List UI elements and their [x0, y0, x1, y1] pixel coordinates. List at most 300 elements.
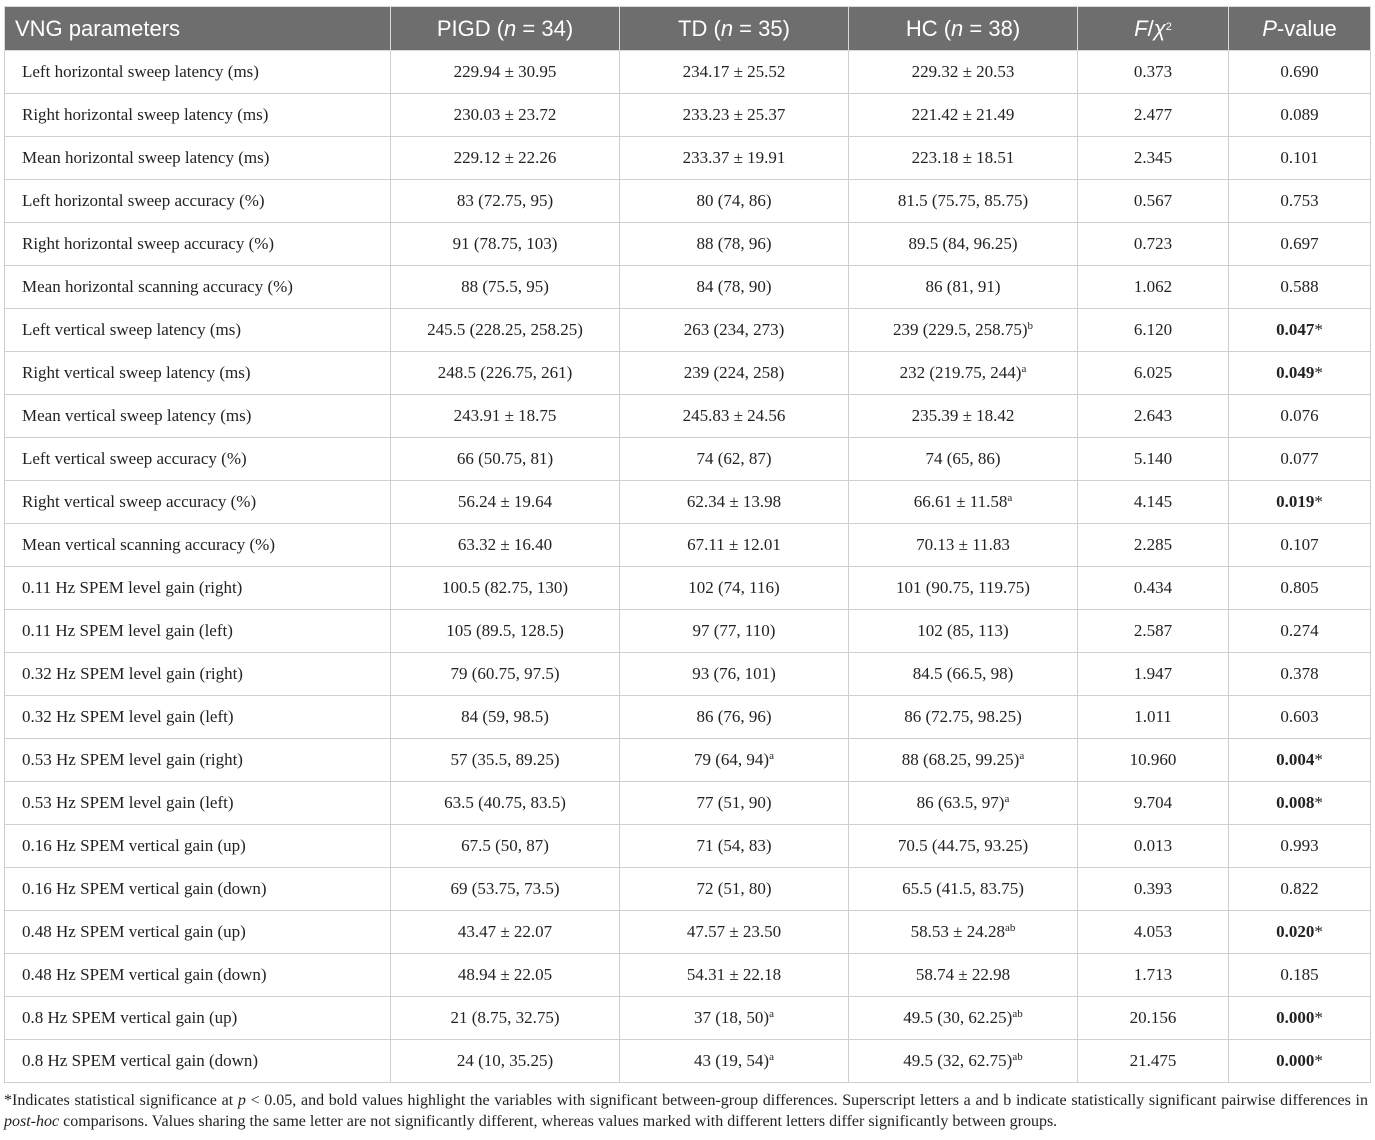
cell-p-value — [1229, 94, 1371, 137]
cell-hc-value: 70.5 (44.75, 93.25) — [897, 836, 1029, 855]
cell-td — [620, 524, 849, 567]
cell-p-value — [1229, 395, 1371, 438]
cell-p-value-value: 0.004 — [1276, 750, 1315, 769]
cell-hc-value: 65.5 (41.5, 83.75) — [902, 879, 1024, 898]
cell-f — [1078, 352, 1229, 395]
cell-p-value — [1229, 438, 1371, 481]
cell-td — [620, 868, 849, 911]
cell-f — [1078, 94, 1229, 137]
cell-f — [1078, 610, 1229, 653]
cell-p-value — [1229, 696, 1371, 739]
cell-hc-value: 49.5 (32, 62.75) — [903, 1051, 1013, 1070]
cell-pigd — [391, 51, 620, 94]
cell-f — [1078, 911, 1229, 954]
cell-f-value: 1.947 — [1133, 664, 1173, 683]
cell-pigd — [391, 137, 620, 180]
table-container — [4, 6, 1370, 1083]
cell-parameter — [5, 825, 391, 868]
cell-td-value: 84 (78, 90) — [696, 277, 772, 296]
cell-pigd — [391, 1040, 620, 1083]
significance-marker: * — [1314, 1008, 1323, 1027]
cell-f-value: 0.434 — [1133, 578, 1173, 597]
cell-pigd — [391, 782, 620, 825]
cell-f-value: 1.011 — [1134, 707, 1172, 726]
cell-hc-value: 229.32 ± 20.53 — [911, 62, 1015, 81]
significance-marker: * — [1314, 1051, 1323, 1070]
cell-td — [620, 653, 849, 696]
cell-hc — [849, 137, 1078, 180]
cell-pigd — [391, 352, 620, 395]
cell-p-value — [1229, 309, 1371, 352]
cell-td-value: 54.31 ± 22.18 — [686, 965, 782, 984]
cell-p-value-value: 0.047 — [1276, 320, 1315, 339]
cell-hc-value: 102 (85, 113) — [917, 621, 1009, 640]
cell-pigd-value: 88 (75.5, 95) — [461, 277, 549, 296]
table-row — [5, 911, 1371, 954]
table-row — [5, 266, 1371, 309]
table-body — [5, 51, 1371, 1083]
cell-hc-value: 86 (81, 91) — [925, 277, 1001, 296]
cell-pigd-value: 229.94 ± 30.95 — [453, 62, 557, 81]
cell-hc-value: 235.39 ± 18.42 — [911, 406, 1015, 425]
superscript-letter: a — [769, 1008, 774, 1020]
cell-parameter-value: 0.16 Hz SPEM vertical gain (up) — [22, 836, 246, 855]
cell-p-value — [1229, 266, 1371, 309]
cell-pigd — [391, 567, 620, 610]
cell-f — [1078, 51, 1229, 94]
cell-parameter-value: Right horizontal sweep accuracy (%) — [22, 234, 275, 253]
superscript-letter: a — [769, 750, 774, 762]
cell-pigd — [391, 395, 620, 438]
cell-pigd-value: 79 (60.75, 97.5) — [450, 664, 560, 683]
cell-pigd — [391, 739, 620, 782]
cell-td — [620, 309, 849, 352]
cell-pigd — [391, 309, 620, 352]
cell-td — [620, 180, 849, 223]
header-f-chi2: $F/\chi^2$ — [1078, 7, 1229, 51]
table-row — [5, 997, 1371, 1040]
cell-f-value: 2.643 — [1133, 406, 1173, 425]
cell-td-value: 74 (62, 87) — [696, 449, 772, 468]
significance-marker: * — [1314, 922, 1323, 941]
cell-f — [1078, 782, 1229, 825]
cell-td-value: 67.11 ± 12.01 — [687, 535, 781, 554]
cell-parameter — [5, 266, 391, 309]
cell-f-value: 20.156 — [1129, 1008, 1177, 1027]
cell-hc — [849, 1040, 1078, 1083]
table-row — [5, 610, 1371, 653]
cell-pigd-value: 67.5 (50, 87) — [461, 836, 549, 855]
cell-hc — [849, 696, 1078, 739]
cell-parameter — [5, 739, 391, 782]
cell-td — [620, 954, 849, 997]
cell-p-value — [1229, 567, 1371, 610]
header-row — [5, 7, 1371, 51]
cell-parameter-value: Left vertical sweep latency (ms) — [22, 320, 242, 339]
cell-pigd — [391, 94, 620, 137]
cell-parameter — [5, 524, 391, 567]
cell-p-value-value: 0.690 — [1280, 62, 1319, 81]
cell-td-value: 93 (76, 101) — [692, 664, 776, 683]
cell-td — [620, 137, 849, 180]
cell-pigd-value: 83 (72.75, 95) — [456, 191, 554, 210]
table-row — [5, 825, 1371, 868]
superscript-letter: ab — [1012, 1051, 1023, 1063]
cell-p-value-value: 0.378 — [1280, 664, 1319, 683]
cell-hc — [849, 567, 1078, 610]
cell-td-value: 62.34 ± 13.98 — [686, 492, 782, 511]
cell-f — [1078, 825, 1229, 868]
table-row — [5, 180, 1371, 223]
cell-td — [620, 94, 849, 137]
cell-f-value: 6.025 — [1133, 363, 1173, 382]
cell-hc — [849, 997, 1078, 1040]
cell-td — [620, 395, 849, 438]
cell-parameter — [5, 954, 391, 997]
cell-parameter-value: 0.16 Hz SPEM vertical gain (down) — [22, 879, 267, 898]
cell-parameter-value: Right vertical sweep accuracy (%) — [22, 492, 257, 511]
cell-f-value: 2.345 — [1133, 148, 1173, 167]
cell-pigd — [391, 825, 620, 868]
cell-pigd-value: 69 (53.75, 73.5) — [450, 879, 560, 898]
cell-hc-value: 221.42 ± 21.49 — [911, 105, 1015, 124]
cell-f — [1078, 868, 1229, 911]
cell-parameter — [5, 1040, 391, 1083]
table-row — [5, 524, 1371, 567]
cell-p-value — [1229, 825, 1371, 868]
cell-pigd-value: 245.5 (228.25, 258.25) — [427, 320, 583, 339]
cell-p-value-value: 0.822 — [1280, 879, 1319, 898]
cell-f — [1078, 137, 1229, 180]
cell-p-value-value: 0.000 — [1276, 1051, 1315, 1070]
cell-pigd — [391, 481, 620, 524]
cell-td-value: 72 (51, 80) — [696, 879, 772, 898]
cell-parameter-value: Mean vertical scanning accuracy (%) — [22, 535, 275, 554]
cell-parameter-value: Left vertical sweep accuracy (%) — [22, 449, 247, 468]
cell-p-value — [1229, 997, 1371, 1040]
cell-hc-value: 58.53 ± 24.28 — [910, 922, 1005, 941]
cell-pigd-value: 43.47 ± 22.07 — [457, 922, 553, 941]
cell-parameter — [5, 223, 391, 266]
superscript-letter: a — [1019, 750, 1025, 762]
cell-td — [620, 223, 849, 266]
cell-f-value: 1.062 — [1133, 277, 1173, 296]
table-row — [5, 51, 1371, 94]
cell-f — [1078, 309, 1229, 352]
cell-f — [1078, 997, 1229, 1040]
cell-td-value: 234.17 ± 25.52 — [682, 62, 786, 81]
table-row — [5, 739, 1371, 782]
cell-hc — [849, 481, 1078, 524]
cell-p-value — [1229, 137, 1371, 180]
cell-f — [1078, 223, 1229, 266]
header-vng-parameters: VNG parameters — [5, 7, 391, 51]
cell-td-value: 37 (18, 50) — [694, 1008, 770, 1027]
cell-parameter-value: 0.53 Hz SPEM level gain (left) — [22, 793, 234, 812]
cell-pigd — [391, 223, 620, 266]
cell-td — [620, 825, 849, 868]
cell-hc — [849, 825, 1078, 868]
cell-pigd — [391, 180, 620, 223]
cell-parameter-value: 0.48 Hz SPEM vertical gain (up) — [22, 922, 246, 941]
cell-p-value — [1229, 782, 1371, 825]
cell-td — [620, 1040, 849, 1083]
cell-pigd-value: 243.91 ± 18.75 — [453, 406, 557, 425]
cell-f — [1078, 954, 1229, 997]
cell-pigd-value: 91 (78.75, 103) — [452, 234, 558, 253]
significance-marker: * — [1314, 793, 1323, 812]
cell-parameter — [5, 309, 391, 352]
cell-pigd — [391, 911, 620, 954]
cell-td — [620, 782, 849, 825]
cell-p-value — [1229, 653, 1371, 696]
cell-f-value: 2.477 — [1133, 105, 1173, 124]
cell-pigd-value: 230.03 ± 23.72 — [453, 105, 557, 124]
cell-parameter-value: 0.8 Hz SPEM vertical gain (up) — [22, 1008, 238, 1027]
cell-hc-value: 66.61 ± 11.58 — [913, 492, 1008, 511]
cell-p-value-value: 0.000 — [1276, 1008, 1315, 1027]
superscript-letter: a — [1007, 492, 1013, 504]
significance-marker: * — [1314, 750, 1323, 769]
table-row — [5, 1040, 1371, 1083]
cell-p-value-value: 0.753 — [1280, 191, 1319, 210]
cell-hc — [849, 911, 1078, 954]
superscript-letter: a — [1021, 363, 1027, 375]
cell-hc — [849, 954, 1078, 997]
cell-parameter — [5, 696, 391, 739]
cell-hc — [849, 782, 1078, 825]
cell-parameter — [5, 352, 391, 395]
cell-parameter-value: Mean horizontal scanning accuracy (%) — [22, 277, 293, 296]
cell-parameter — [5, 137, 391, 180]
cell-hc — [849, 51, 1078, 94]
cell-parameter-value: Right vertical sweep latency (ms) — [22, 363, 251, 382]
cell-pigd — [391, 653, 620, 696]
table-row — [5, 137, 1371, 180]
cell-p-value-value: 0.185 — [1280, 965, 1319, 984]
table-row — [5, 954, 1371, 997]
cell-hc-value: 101 (90.75, 119.75) — [896, 578, 1030, 597]
cell-p-value-value: 0.697 — [1280, 234, 1319, 253]
cell-td — [620, 352, 849, 395]
cell-hc-value: 81.5 (75.75, 85.75) — [897, 191, 1029, 210]
cell-hc-value: 86 (72.75, 98.25) — [904, 707, 1022, 726]
superscript-letter: a — [1004, 793, 1010, 805]
significance-marker: * — [1314, 320, 1323, 339]
table-footnote: *Indicates statistical significance at p < 0.05, and bold values highlight the variables with significant between-group differences. Superscript letters a and b indicate statistically significant pairwise differences in post-hoc comparisons. Values sharing the same letter are not significantly different, whereas values marked with different letters differ significantly between groups. — [4, 1092, 1369, 1130]
cell-hc — [849, 94, 1078, 137]
significance-marker: * — [1314, 492, 1323, 511]
cell-f-value: 9.704 — [1133, 793, 1173, 812]
cell-pigd — [391, 438, 620, 481]
cell-parameter-value: 0.32 Hz SPEM level gain (left) — [22, 707, 234, 726]
header-td: TD (n = 35) — [620, 7, 849, 51]
cell-parameter-value: Right horizontal sweep latency (ms) — [22, 105, 269, 124]
cell-td-value: 263 (234, 273) — [683, 320, 785, 339]
cell-pigd-value: 63.32 ± 16.40 — [457, 535, 553, 554]
cell-f — [1078, 653, 1229, 696]
cell-parameter — [5, 51, 391, 94]
cell-p-value — [1229, 1040, 1371, 1083]
cell-f — [1078, 524, 1229, 567]
cell-hc — [849, 309, 1078, 352]
cell-hc — [849, 438, 1078, 481]
cell-f-value: 4.145 — [1133, 492, 1173, 511]
significance-marker: * — [1314, 363, 1323, 382]
cell-pigd — [391, 610, 620, 653]
cell-pigd-value: 24 (10, 35.25) — [456, 1051, 554, 1070]
header-p-value: P-value — [1229, 7, 1371, 51]
cell-td-value: 97 (77, 110) — [692, 621, 776, 640]
cell-parameter — [5, 481, 391, 524]
cell-p-value-value: 0.008 — [1276, 793, 1315, 812]
cell-hc-value: 74 (65, 86) — [925, 449, 1001, 468]
cell-f — [1078, 1040, 1229, 1083]
cell-p-value — [1229, 481, 1371, 524]
cell-f-value: 0.373 — [1133, 62, 1173, 81]
cell-pigd — [391, 868, 620, 911]
cell-td — [620, 997, 849, 1040]
cell-td — [620, 696, 849, 739]
cell-hc — [849, 653, 1078, 696]
cell-f-value: 2.587 — [1133, 621, 1173, 640]
cell-hc-value: 49.5 (30, 62.25) — [903, 1008, 1013, 1027]
cell-pigd-value: 21 (8.75, 32.75) — [450, 1008, 560, 1027]
cell-parameter — [5, 567, 391, 610]
cell-p-value-value: 0.077 — [1280, 449, 1319, 468]
vng-parameters-table — [4, 6, 1371, 1083]
cell-parameter — [5, 653, 391, 696]
cell-pigd-value: 229.12 ± 22.26 — [453, 148, 557, 167]
cell-pigd-value: 248.5 (226.75, 261) — [437, 363, 573, 382]
cell-td — [620, 567, 849, 610]
table-row — [5, 481, 1371, 524]
cell-pigd — [391, 266, 620, 309]
cell-parameter — [5, 868, 391, 911]
cell-hc — [849, 524, 1078, 567]
cell-f-value: 1.713 — [1133, 965, 1173, 984]
cell-hc-value: 239 (229.5, 258.75) — [892, 320, 1028, 339]
cell-pigd-value: 63.5 (40.75, 83.5) — [444, 793, 566, 812]
cell-td-value: 102 (74, 116) — [688, 578, 780, 597]
cell-parameter-value: 0.53 Hz SPEM level gain (right) — [22, 750, 243, 769]
cell-parameter — [5, 782, 391, 825]
cell-hc — [849, 223, 1078, 266]
cell-f-value: 21.475 — [1129, 1051, 1177, 1070]
cell-p-value — [1229, 610, 1371, 653]
cell-hc — [849, 868, 1078, 911]
cell-p-value — [1229, 954, 1371, 997]
cell-pigd — [391, 696, 620, 739]
cell-p-value — [1229, 223, 1371, 266]
cell-hc — [849, 266, 1078, 309]
cell-parameter-value: Mean horizontal sweep latency (ms) — [22, 148, 270, 167]
cell-pigd — [391, 997, 620, 1040]
cell-p-value-value: 0.274 — [1280, 621, 1319, 640]
cell-parameter-value: 0.8 Hz SPEM vertical gain (down) — [22, 1051, 259, 1070]
cell-parameter — [5, 610, 391, 653]
table-row — [5, 438, 1371, 481]
cell-p-value-value: 0.076 — [1280, 406, 1319, 425]
superscript-letter: ab — [1004, 922, 1016, 934]
cell-td-value: 71 (54, 83) — [696, 836, 772, 855]
cell-td-value: 80 (74, 86) — [696, 191, 772, 210]
cell-td-value: 233.23 ± 25.37 — [682, 105, 786, 124]
cell-td-value: 86 (76, 96) — [696, 707, 772, 726]
cell-td — [620, 739, 849, 782]
cell-p-value — [1229, 868, 1371, 911]
cell-parameter — [5, 911, 391, 954]
cell-p-value-value: 0.019 — [1276, 492, 1315, 511]
cell-hc-value: 89.5 (84, 96.25) — [908, 234, 1018, 253]
cell-pigd-value: 48.94 ± 22.05 — [457, 965, 553, 984]
table-row — [5, 395, 1371, 438]
cell-f-value: 0.013 — [1133, 836, 1173, 855]
cell-f-value: 2.285 — [1133, 535, 1173, 554]
superscript-letter: a — [769, 1051, 774, 1063]
cell-p-value-value: 0.805 — [1280, 578, 1319, 597]
cell-f — [1078, 696, 1229, 739]
table-row — [5, 309, 1371, 352]
table-row — [5, 696, 1371, 739]
cell-parameter-value: 0.11 Hz SPEM level gain (right) — [22, 578, 243, 597]
cell-parameter-value: Left horizontal sweep accuracy (%) — [22, 191, 265, 210]
cell-parameter-value: Left horizontal sweep latency (ms) — [22, 62, 259, 81]
cell-parameter-value: 0.11 Hz SPEM level gain (left) — [22, 621, 233, 640]
cell-td-value: 77 (51, 90) — [696, 793, 772, 812]
cell-f-value: 0.567 — [1133, 191, 1173, 210]
cell-td-value: 79 (64, 94) — [694, 750, 770, 769]
cell-p-value — [1229, 739, 1371, 782]
cell-td-value: 239 (224, 258) — [683, 363, 785, 382]
cell-f — [1078, 266, 1229, 309]
cell-hc — [849, 610, 1078, 653]
cell-f-value: 0.723 — [1133, 234, 1173, 253]
cell-pigd-value: 105 (89.5, 128.5) — [446, 621, 564, 640]
cell-f — [1078, 438, 1229, 481]
cell-pigd-value: 84 (59, 98.5) — [461, 707, 549, 726]
cell-pigd-value: 100.5 (82.75, 130) — [441, 578, 569, 597]
cell-pigd-value: 66 (50.75, 81) — [456, 449, 554, 468]
cell-f-value: 6.120 — [1133, 320, 1173, 339]
table-row — [5, 352, 1371, 395]
cell-hc-value: 86 (63.5, 97) — [916, 793, 1005, 812]
cell-pigd-value: 57 (35.5, 89.25) — [450, 750, 560, 769]
table-row — [5, 868, 1371, 911]
cell-p-value — [1229, 911, 1371, 954]
cell-hc-value: 232 (219.75, 244) — [899, 363, 1022, 382]
cell-pigd — [391, 954, 620, 997]
cell-hc-value: 223.18 ± 18.51 — [911, 148, 1015, 167]
cell-hc-value: 58.74 ± 22.98 — [915, 965, 1011, 984]
cell-f-value: 10.960 — [1129, 750, 1177, 769]
cell-td-value: 88 (78, 96) — [696, 234, 772, 253]
cell-p-value-value: 0.020 — [1276, 922, 1315, 941]
cell-p-value-value: 0.089 — [1280, 105, 1319, 124]
cell-f-value: 5.140 — [1133, 449, 1173, 468]
cell-td — [620, 266, 849, 309]
header-hc: HC (n = 38) — [849, 7, 1078, 51]
cell-td-value: 47.57 ± 23.50 — [686, 922, 782, 941]
table-row — [5, 782, 1371, 825]
cell-p-value-value: 0.993 — [1280, 836, 1319, 855]
cell-parameter — [5, 395, 391, 438]
table-row — [5, 567, 1371, 610]
cell-p-value-value: 0.588 — [1280, 277, 1319, 296]
cell-parameter-value: 0.32 Hz SPEM level gain (right) — [22, 664, 243, 683]
superscript-letter: ab — [1012, 1008, 1023, 1020]
cell-td — [620, 481, 849, 524]
